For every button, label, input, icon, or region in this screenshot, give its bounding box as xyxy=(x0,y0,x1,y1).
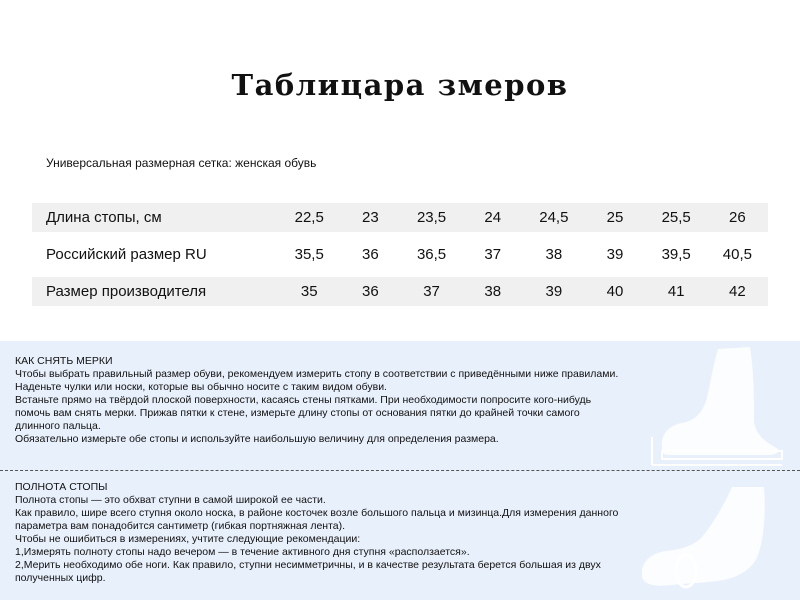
section-heading: ПОЛНОТА СТОПЫ xyxy=(15,481,108,493)
table-cell: 41 xyxy=(646,277,707,306)
fullness-instructions xyxy=(15,481,620,585)
table-cell: 36,5 xyxy=(416,246,447,263)
size-chart-table xyxy=(32,203,768,306)
instruction-line: Полнота стопы — это обхват ступни в самой широкой ее части. xyxy=(15,494,326,506)
table-cell: 37 xyxy=(401,277,462,306)
table-cell: 42 xyxy=(707,277,768,306)
page-title: Таблицара змеров xyxy=(231,68,569,102)
table-cell: 39 xyxy=(606,246,624,263)
table-cell: 37 xyxy=(484,246,502,263)
table-cell: 36 xyxy=(340,277,401,306)
table-cell: 26 xyxy=(707,203,768,232)
table-cell: 36 xyxy=(362,246,379,263)
table-cell: 25,5 xyxy=(646,203,707,232)
table-cell: 35 xyxy=(279,277,340,306)
table-cell: 35,5 xyxy=(294,246,324,263)
table-cell: 24,5 xyxy=(523,203,584,232)
row-label: Размер производителя xyxy=(32,277,279,306)
table-row-maker-size xyxy=(32,277,768,306)
table-cell: 23,5 xyxy=(401,203,462,232)
instruction-line: 2,Мерить необходимо обе ноги. Как правило, ступни несимметричны, и в качестве результата берется большая из двух полученных цифр. xyxy=(15,559,601,584)
instruction-line: Чтобы не ошибиться в измерениях, учтите следующие рекомендации: xyxy=(15,533,361,545)
instruction-line: Обязательно измерьте обе стопы и используйте наибольшую величину для определения размера. xyxy=(15,433,499,445)
table-row-foot-length xyxy=(32,203,768,232)
table-cell: 22,5 xyxy=(279,203,340,232)
row-label: Российский размер RU xyxy=(46,246,207,263)
table-cell: 40,5 xyxy=(722,246,752,263)
table-cell: 40 xyxy=(584,277,645,306)
row-label: Длина стопы, см xyxy=(32,203,279,232)
table-cell: 25 xyxy=(584,203,645,232)
foot-side-illustration xyxy=(632,341,792,471)
instruction-line: 1,Измерять полноту стопы надо вечером — в течение активного дня ступня «расползается». xyxy=(15,546,470,558)
section-heading: КАК СНЯТЬ МЕРКИ xyxy=(15,355,113,367)
info-panel xyxy=(0,341,800,600)
table-cell: 39,5 xyxy=(661,246,691,263)
table-cell: 38 xyxy=(545,246,563,263)
table-subtitle: Универсальная размерная сетка: женская обувь xyxy=(46,156,317,170)
measure-instructions xyxy=(15,355,620,446)
table-cell: 38 xyxy=(462,277,523,306)
instruction-line: Встаньте прямо на твёрдой плоской поверхности, касаясь стены пятками. При необходимости попросите кого-нибудь помочь вам снять мерки. Прижав пятки к стене, измерьте длину стопы от основания пятки до крайней точки самого длинного пальца. xyxy=(15,394,592,432)
table-cell: 23 xyxy=(340,203,401,232)
instruction-line: Как правило, шире всего ступня около носка, в районе косточек возле большого пальца и мизинца.Для измерения данного параметра вам понадобится сантиметр (гибкая портняжная лента). xyxy=(15,507,619,532)
section-divider xyxy=(0,470,800,471)
foot-width-illustration xyxy=(632,481,792,600)
instruction-line: Чтобы выбрать правильный размер обуви, рекомендуем измерить стопу в соответствии с приведёнными ниже правилами. xyxy=(15,368,619,380)
table-cell: 39 xyxy=(523,277,584,306)
table-cell: 24 xyxy=(462,203,523,232)
instruction-line: Наденьте чулки или носки, которые вы обычно носите с таким видом обуви. xyxy=(15,381,387,393)
table-row-ru-size xyxy=(32,240,768,269)
